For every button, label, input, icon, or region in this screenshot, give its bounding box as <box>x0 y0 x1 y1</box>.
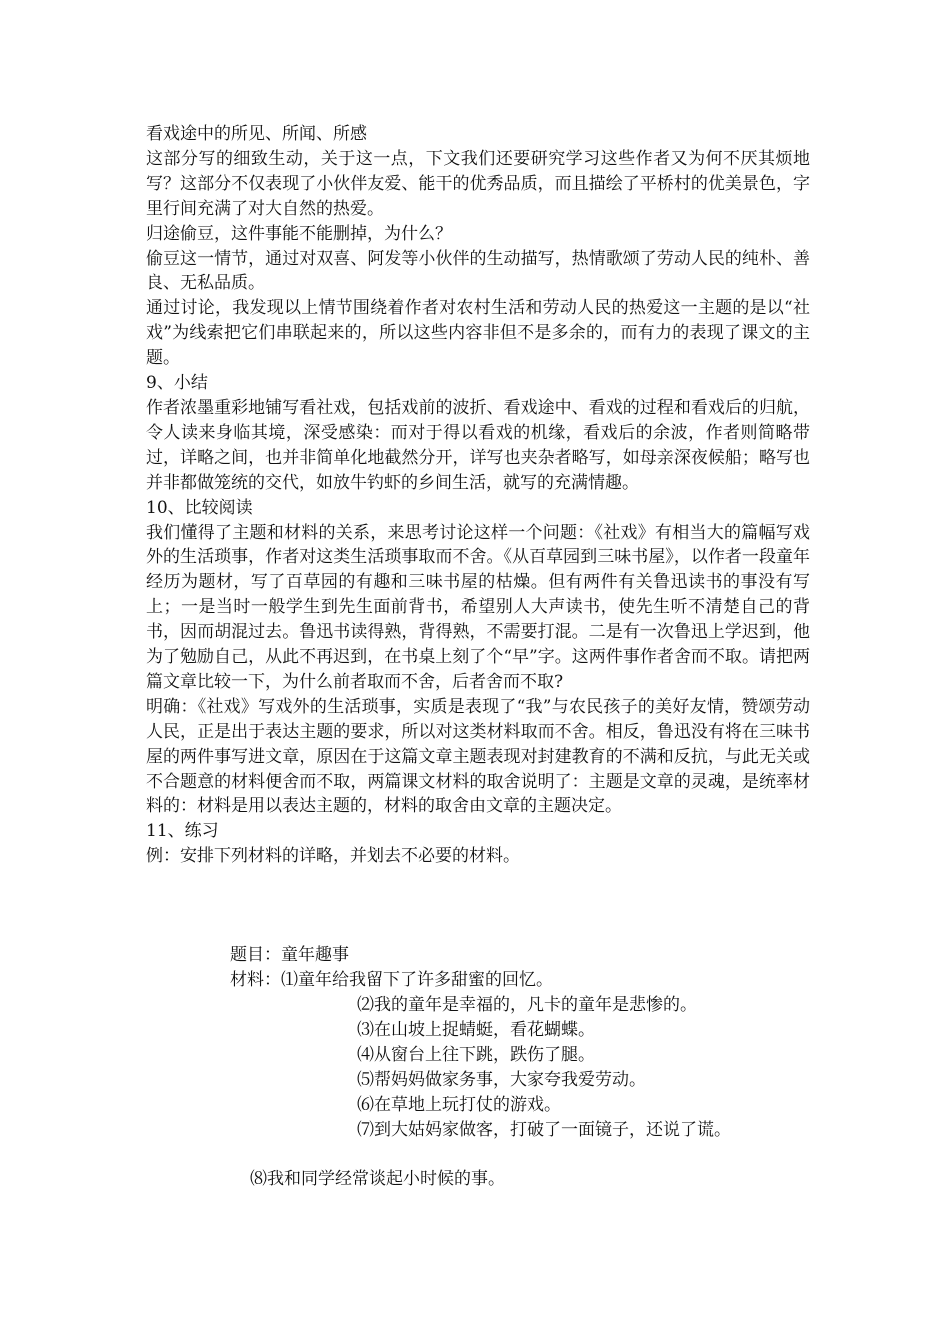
list-item: ⑺到大姑妈家做客，打破了一面镜子，还说了谎。 <box>357 1120 731 1140</box>
paragraph: 我们懂得了主题和材料的关系，来思考讨论这样一个问题：《社戏》有相当大的篇幅写戏外的生活琐事，作者对这类生活琐事取而不舍。《从百草园到三味书屋》，以作者一段童年经历为题材，写了百草园的有趣和三味书屋的枯燥。但有两件有关鲁迅读书的事没有写上；一是当时一般学生到先生面前背书，希望别人大声读书，使先生听不清楚自己的背书，因而胡混过去。鲁迅书读得熟，背得熟，不需要打混。二是有一次鲁迅上学迟到，他为了勉励自己，从此不再迟到，在书桌上刻了个“早”字。这两件事作者舍而不取。请把两篇文章比较一下，为什么前者取而不舍，后者舍而不取? <box>146 522 810 692</box>
paragraph-answer: 明确：《社戏》写戏外的生活琐事，实质是表现了“我”与农民孩子的美好友情，赞颂劳动人民，正是出于表达主题的要求，所以对这类材料取而不舍。相反，鲁迅没有将在三味书屋的两件事写进文章，原因在于这篇文章主题表现对封建教育的不满和反抗，与此无关或不合题意的材料便舍而不取，两篇课文材料的取舍说明了：主题是文章的灵魂，是统率材料的：材料是用以表达主题的，材料的取舍由文章的主题决定。 <box>146 696 810 817</box>
paragraph: 作者浓墨重彩地铺写看社戏，包括戏前的波折、看戏途中、看戏的过程和看戏后的归航，令人读来身临其境，深受感染：而对于得以看戏的机缘，看戏后的余波，作者则简略带过，详略之间，也并非简单化地截然分开，详写也夹杂者略写，如母亲深夜候船；略写也并非都做笼统的交代，如放牛钓虾的乡间生活，就写的充满情趣。 <box>146 397 810 493</box>
paragraph: 偷豆这一情节，通过对双喜、阿发等小伙伴的生动描写，热情歌颂了劳动人民的纯朴、善良、无私品质。 <box>146 248 810 294</box>
exercise-material-last: ⑻我和同学经常谈起小时候的事。 <box>250 1169 505 1189</box>
heading-summary: 9、小结 <box>146 373 208 394</box>
exercise-material-first: 材料：⑴童年给我留下了许多甜蜜的回忆。 <box>230 970 553 990</box>
heading-comparison: 10、比较阅读 <box>146 497 253 518</box>
paragraph: 通过讨论，我发现以上情节围绕着作者对农村生活和劳动人民的热爱这一主题的是以“社戏”为线索把它们串联起来的，所以这些内容非但不是多余的，而有力的表现了课文的主题。 <box>146 298 810 369</box>
list-item: ⑷从窗台上往下跳，跌伤了腿。 <box>357 1045 595 1065</box>
list-item: ⑵我的童年是幸福的，凡卡的童年是悲惨的。 <box>357 995 697 1015</box>
body-text <box>146 122 810 869</box>
list-item: ⑶在山坡上捉蜻蜓，看花蝴蝶。 <box>357 1020 595 1040</box>
paragraph-question: 归途偷豆，这件事能不能删掉，为什么？ <box>146 223 452 244</box>
exercise-title: 题目：童年趣事 <box>230 945 349 965</box>
paragraph-example: 例：安排下列材料的详略，并划去不必要的材料。 <box>146 846 520 867</box>
paragraph: 这部分写的细致生动，关于这一点，下文我们还要研究学习这些作者又为何不厌其烦地写？这部分不仅表现了小伙伴友爱、能干的优秀品质，而且描绘了平桥村的优美景色，字里行间充满了对大自然的热爱。 <box>146 148 810 219</box>
list-item: ⑹在草地上玩打仗的游戏。 <box>357 1095 561 1115</box>
exercise-material-list <box>357 993 731 1143</box>
heading-exercise: 11、练习 <box>146 821 219 842</box>
list-item: ⑸帮妈妈做家务事，大家夸我爱劳动。 <box>357 1070 646 1090</box>
paragraph-section-heading: 看戏途中的所见、所闻、所感 <box>146 124 367 144</box>
